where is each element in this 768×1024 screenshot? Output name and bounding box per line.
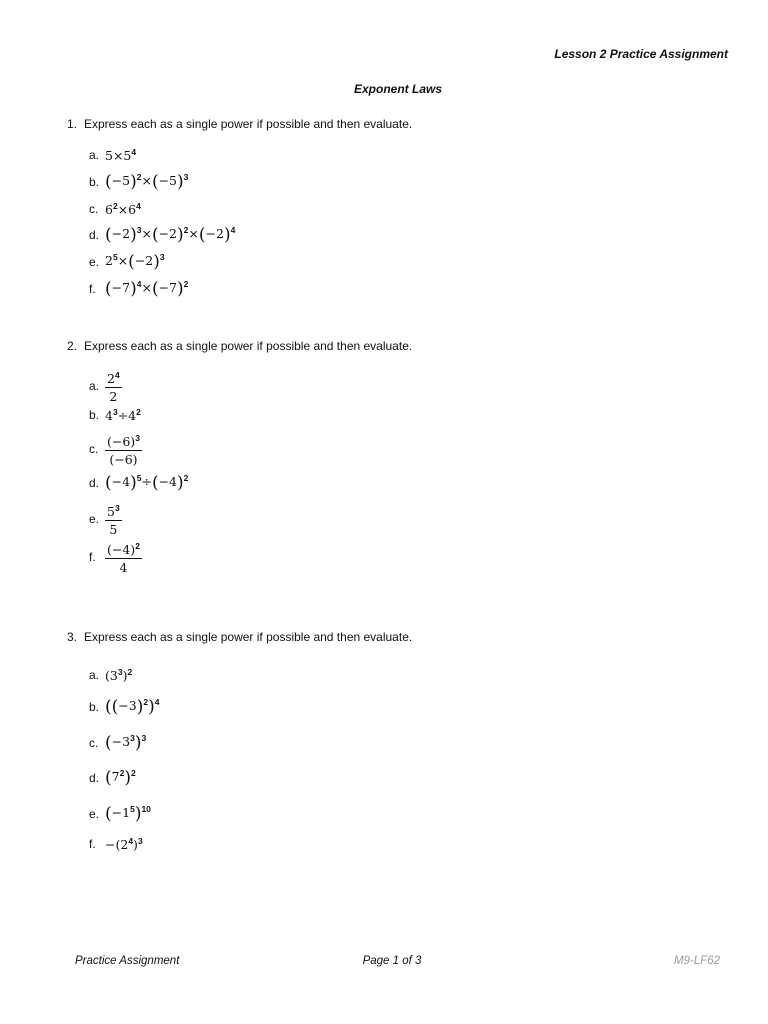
q2-item-e [89, 502, 122, 536]
expression: $(-7)^4\times(-7)^2$ [105, 278, 189, 300]
q3-item-a [89, 662, 132, 688]
fraction: $\frac{(-6)^3}{(-6)}$ [107, 433, 140, 467]
document-code: M9-LF62 [673, 955, 720, 967]
item-label: f. [89, 837, 96, 851]
expression: $-(2^4)^3$ [105, 835, 143, 853]
item-label: e. [89, 255, 100, 269]
q1-item-e [89, 249, 165, 275]
item-label: a. [89, 668, 100, 682]
question-text: Express each as a single power if possible and then evaluate. [84, 339, 413, 353]
q1-item-c [89, 196, 141, 222]
expression: $(-2)^3\times(-2)^2\times(-2)^4$ [105, 224, 236, 246]
question-1 [67, 117, 412, 131]
question-text: Express each as a single power if possible and then evaluate. [84, 117, 413, 131]
document-title: Exponent Laws [353, 82, 442, 96]
expression: $((-3)^2)^4$ [105, 696, 160, 718]
fraction: $\frac{2^4}{2}$ [107, 370, 120, 404]
q1-item-b [89, 169, 188, 195]
q1-item-d [89, 222, 235, 248]
expression: $(-3^3)^3$ [105, 732, 147, 754]
item-label: b. [89, 175, 100, 189]
item-label: b. [89, 408, 100, 422]
question-3 [67, 630, 412, 644]
expression: $(7^2)^2$ [105, 767, 136, 789]
item-label: c. [89, 736, 99, 750]
q2-item-d [89, 470, 188, 496]
item-label: c. [89, 202, 99, 216]
item-label: d. [89, 771, 100, 785]
expression: $(-5)^2\times(-5)^3$ [105, 171, 189, 193]
expression: $2^5\times(-2)^3$ [105, 251, 165, 273]
item-label: f. [89, 550, 96, 564]
q2-item-b [89, 402, 141, 428]
question-2 [67, 339, 412, 353]
expression: $(-1^5)^{10}$ [105, 803, 151, 825]
q2-item-f [89, 540, 142, 574]
question-text: Express each as a single power if possible and then evaluate. [84, 630, 413, 644]
q1-item-f [89, 276, 188, 302]
expression: $6^2\times 6^4$ [105, 200, 141, 218]
expression: $(3^3)^2$ [105, 666, 133, 684]
expression: $(-4)^5\div(-4)^2$ [105, 472, 189, 494]
q3-item-c [89, 730, 146, 756]
item-label: d. [89, 476, 100, 490]
question-number: 1. [67, 117, 78, 131]
item-label: c. [89, 442, 99, 456]
expression: $5\times 5^4$ [105, 146, 137, 164]
q3-item-f [89, 831, 143, 857]
item-label: e. [89, 807, 100, 821]
footer-left: Practice Assignment [75, 955, 180, 967]
question-number: 2. [67, 339, 78, 353]
fraction: $\frac{5^3}{5}$ [107, 503, 120, 537]
q2-item-a [89, 370, 122, 402]
item-label: e. [89, 512, 100, 526]
page-number: Page 1 of 3 [362, 955, 422, 967]
item-label: d. [89, 228, 100, 242]
q1-item-a [89, 142, 136, 168]
fraction: $\frac{(-4)^2}{4}$ [107, 541, 140, 575]
q2-item-c [89, 432, 142, 466]
header-title: Lesson 2 Practice Assignment [554, 47, 728, 61]
item-label: b. [89, 700, 100, 714]
question-number: 3. [67, 630, 78, 644]
q3-item-b [89, 694, 159, 720]
q3-item-d [89, 765, 136, 791]
expression: $4^3\div 4^2$ [105, 406, 141, 424]
item-label: f. [89, 282, 96, 296]
q3-item-e [89, 801, 151, 827]
item-label: a. [89, 379, 100, 393]
item-label: a. [89, 148, 100, 162]
